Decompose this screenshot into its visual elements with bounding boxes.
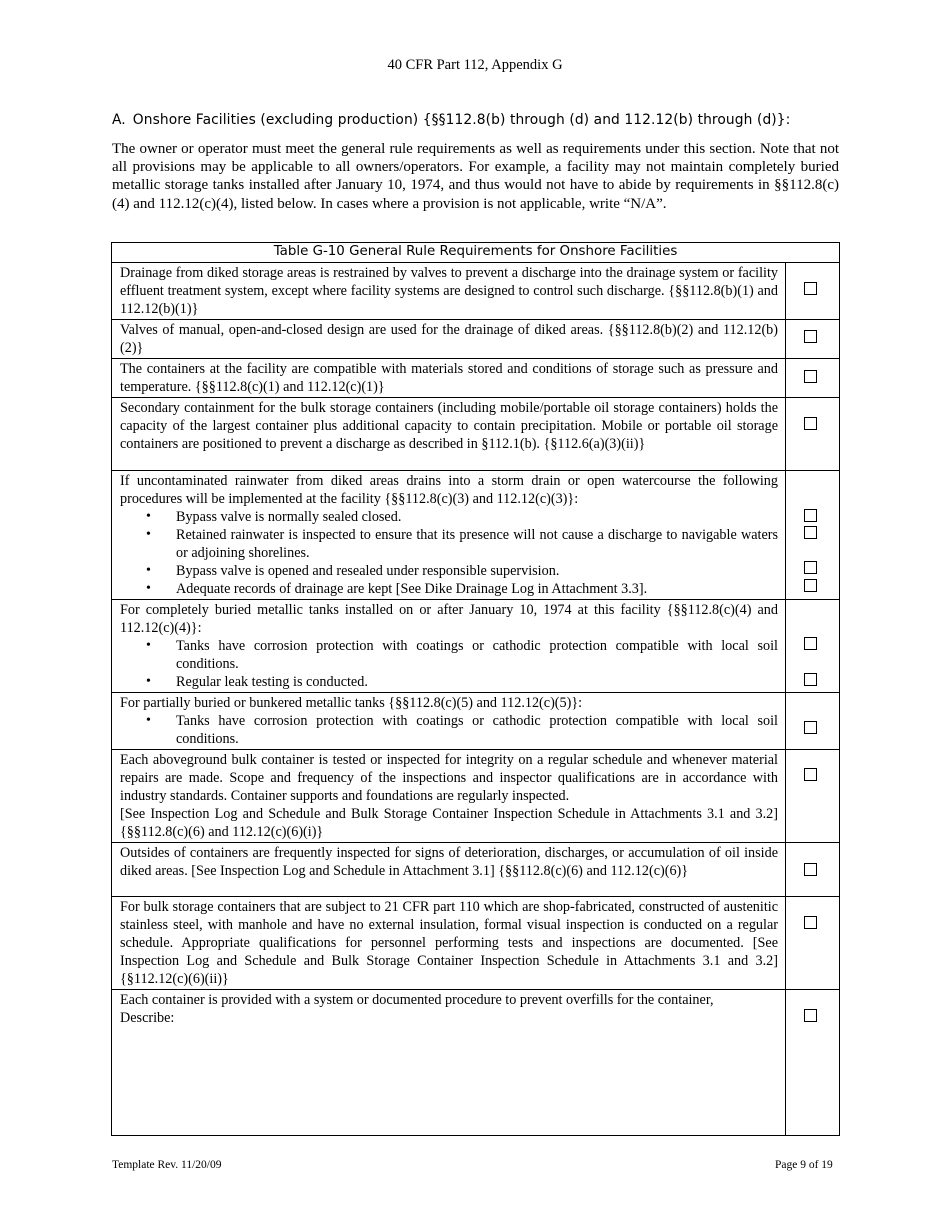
table-row — [112, 990, 840, 1136]
checkbox[interactable] — [804, 561, 817, 574]
list-item: • Bypass valve is opened and resealed under responsible supervision. — [120, 562, 778, 580]
list-item: • Adequate records of drainage are kept [See Dike Drainage Log in Attachment 3.3]. — [120, 580, 778, 598]
checkbox[interactable] — [804, 282, 817, 295]
requirement-text: Drainage from diked storage areas is restrained by valves to prevent a discharge into the drainage system or facility effluent treatment system, except where facility systems are designed to control such discharge. {§§112.8(b)(1) and 112.12(b)(1)} — [120, 265, 778, 317]
checkbox[interactable] — [804, 579, 817, 592]
list-item: • Bypass valve is normally sealed closed. — [120, 508, 778, 526]
checkbox[interactable] — [804, 330, 817, 343]
requirement-text: Outsides of containers are frequently inspected for signs of deterioration, discharges, or accumulation of oil inside diked areas. [See Inspection Log and Schedule in Attachment 3.1] {§§112.8(c)(6) and 112.12(c)(6)} — [120, 845, 778, 879]
requirement-text: The containers at the facility are compatible with materials stored and conditions of storage such as pressure and temperature. {§§112.8(c)(1) and 112.12(c)(1)} — [120, 361, 778, 395]
checkbox[interactable] — [804, 637, 817, 650]
requirement-text: Secondary containment for the bulk storage containers (including mobile/portable oil storage containers) holds the capacity of the largest container plus additional capacity to contain precipitation. Mobile or portable oil storage containers are positioned to prevent a discharge as described in §112.1(b). {§112.6(a)(3)(ii)} — [120, 400, 778, 452]
list-item: • Tanks have corrosion protection with coatings or cathodic protection compatible with local soil conditions. — [120, 637, 778, 673]
onshore-requirements-table — [111, 242, 840, 1136]
requirement-text: If uncontaminated rainwater from diked areas drains into a storm drain or open watercourse the following procedures will be implemented at the facility {§§112.8(c)(3) and 112.12(c)(3)}: — [120, 473, 778, 507]
requirement-text: For completely buried metallic tanks installed on or after January 10, 1974 at this facility {§§112.8(c)(4) and 112.12(c)(4)}: — [120, 602, 778, 636]
checkbox[interactable] — [804, 673, 817, 686]
table-row — [112, 897, 840, 990]
table-row — [112, 263, 840, 320]
checkbox[interactable] — [804, 721, 817, 734]
bullet-list — [120, 712, 778, 748]
intro-paragraph: The owner or operator must meet the general rule requirements as well as requirements under this section. Note that not all provisions may be applicable to all owners/operators. For example, a facility may not maintain completely buried metallic storage tanks installed after January 10, 1974, and thus would not have to abide by requirements in §§112.8(c)(4) and 112.12(c)(4), listed below. In cases where a provision is not applicable, write “N/A”. — [112, 141, 839, 212]
checkbox[interactable] — [804, 509, 817, 522]
requirement-text: For partially buried or bunkered metallic tanks {§§112.8(c)(5) and 112.12(c)(5)}: — [120, 695, 583, 711]
section-heading: A. Onshore Facilities (excluding production) {§§112.8(b) through (d) and 112.12(b) through (d)}: — [112, 112, 791, 128]
list-item: • Tanks have corrosion protection with coatings or cathodic protection compatible with local soil conditions. — [120, 712, 778, 748]
list-item: • Regular leak testing is conducted. — [120, 673, 778, 691]
table-row — [112, 693, 840, 750]
table-row — [112, 359, 840, 398]
table-row — [112, 320, 840, 359]
checkbox[interactable] — [804, 526, 817, 539]
requirement-text: For bulk storage containers that are subject to 21 CFR part 110 which are shop-fabricated, constructed of austenitic stainless steel, with manhole and have no external insulation, formal visual inspection is conducted on a regular schedule. Appropriate qualifications for personnel performing tests and inspections are documented. [See Inspection Log and Schedule and Bulk Storage Container Inspection Schedule in Attachments 3.1 and 3.2] {§112.12(c)(6)(ii)} — [120, 899, 778, 987]
checkbox[interactable] — [804, 370, 817, 383]
bullet-list — [120, 508, 778, 598]
checkbox[interactable] — [804, 417, 817, 430]
requirement-reference: [See Inspection Log and Schedule and Bulk Storage Container Inspection Schedule in Attachments 3.1 and 3.2] {§§112.8(c)(6) and 112.12(c)(6)(i)} — [120, 806, 778, 840]
page-header: 40 CFR Part 112, Appendix G — [387, 57, 563, 73]
requirement-text: Valves of manual, open-and-closed design are used for the drainage of diked areas. {§§112.8(b)(2) and 112.12(b)(2)} — [120, 322, 778, 356]
requirement-text: Each aboveground bulk container is tested or inspected for integrity on a regular schedule and whenever material repairs are made. Scope and frequency of the inspections and inspector qualifications are in accordance with industry standards. Container supports and foundations are regularly inspected. — [120, 752, 778, 804]
checkbox[interactable] — [804, 916, 817, 929]
checkbox[interactable] — [804, 863, 817, 876]
bullet-list — [120, 637, 778, 691]
requirement-text: Each container is provided with a system or documented procedure to prevent overfills for the container, — [120, 992, 714, 1008]
checkbox[interactable] — [804, 768, 817, 781]
table-row — [112, 843, 840, 897]
table-row — [112, 600, 840, 693]
template-revision: Template Rev. 11/20/09 — [112, 1159, 222, 1171]
table-row — [112, 750, 840, 843]
page-number: Page 9 of 19 — [775, 1159, 833, 1171]
list-item: • Retained rainwater is inspected to ensure that its presence will not cause a discharge to navigable waters or adjoining shorelines. — [120, 526, 778, 562]
table-row — [112, 471, 840, 600]
describe-label: Describe: — [120, 1010, 175, 1026]
checkbox[interactable] — [804, 1009, 817, 1022]
table-caption: Table G-10 General Rule Requirements for Onshore Facilities — [112, 243, 840, 263]
table-row — [112, 398, 840, 471]
